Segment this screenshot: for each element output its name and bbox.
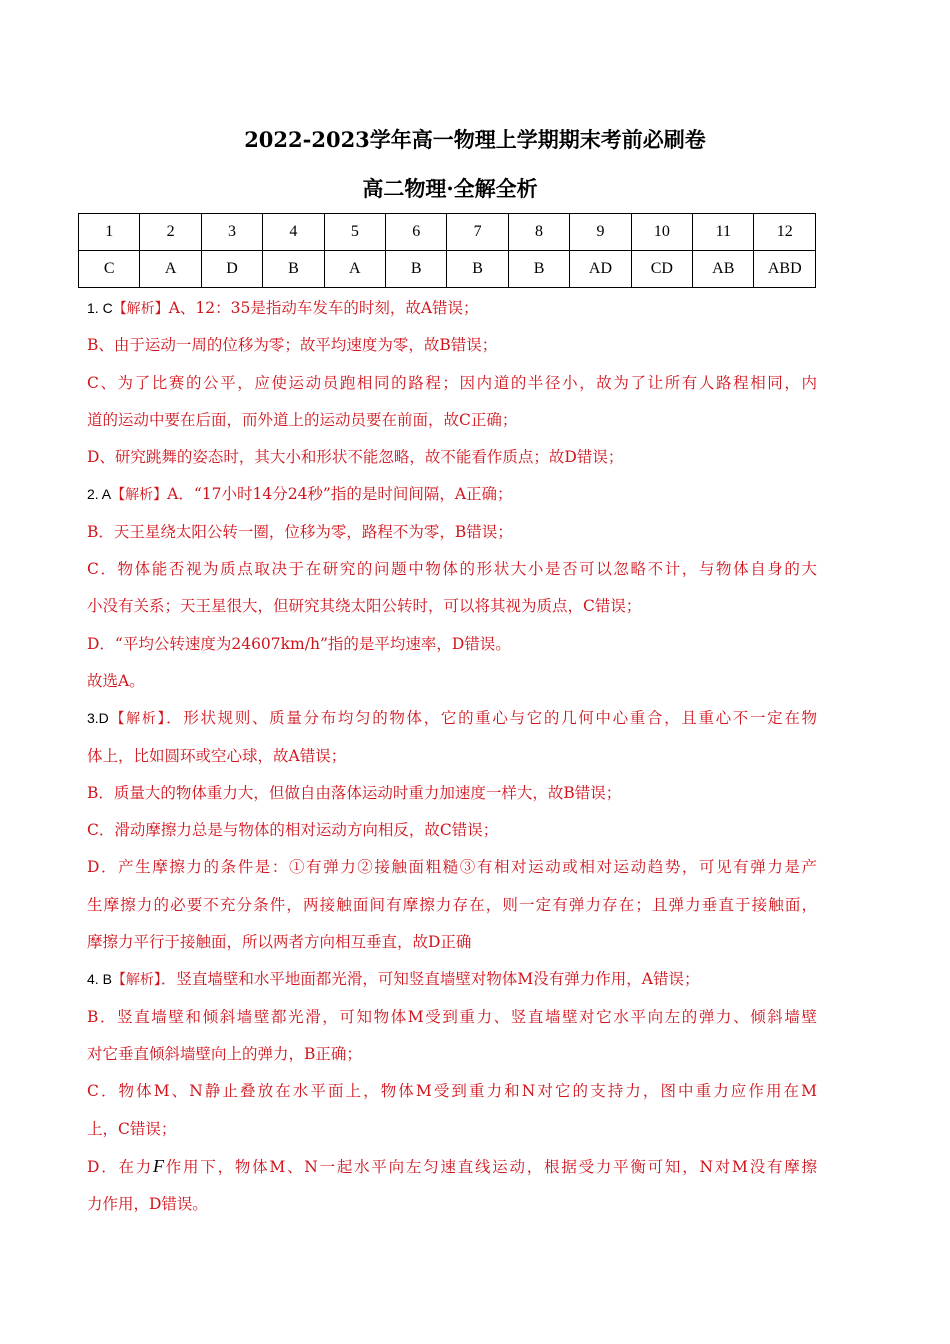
question-number-cell: 8 bbox=[508, 214, 569, 251]
q2-number: 2. A bbox=[87, 486, 112, 503]
q4-option-a: ．竖直墙壁和水平地面都光滑，可知竖直墙壁对物体M没有弹力作用，A错误； bbox=[160, 970, 700, 989]
question-number-cell: 9 bbox=[570, 214, 631, 251]
answer-table-number-row bbox=[79, 214, 816, 251]
answer-table bbox=[78, 213, 816, 288]
document-title: 2022-2023学年高一物理上学期期末考前必刷卷 bbox=[244, 127, 706, 152]
q3-option-d-line2: 生摩擦力的必要不充分条件，两接触面间有摩擦力存在，则一定有弹力存在；且弹力垂直于接触面， bbox=[87, 895, 817, 914]
q1-option-a: A、12：35是指动车发车的时刻，故A错误； bbox=[168, 299, 479, 317]
q4-tag: 【解析】 bbox=[111, 971, 161, 988]
q4-option-d-rest: 作用下，物体M、N一起水平向左匀速直线运动，根据受力平衡可知，N对M没有摩擦 bbox=[164, 1157, 817, 1176]
question-number-cell: 3 bbox=[201, 214, 262, 251]
q4-option-d-prefix: D．在力 bbox=[87, 1157, 153, 1176]
q3-option-a-line2: 体上，比如圆环或空心球，故A错误； bbox=[87, 746, 347, 765]
q4-option-b-line2: 对它垂直倾斜墙壁向上的弹力，B正确； bbox=[87, 1044, 362, 1063]
q1-option-b: B、由于运动一周的位移为零；故平均速度为零，故B错误； bbox=[87, 336, 498, 355]
q3-option-d-line3: 摩擦力平行于接触面，所以两者方向相互垂直，故D正确 bbox=[87, 933, 472, 952]
q3-option-a-line1: ．形状规则、质量分布均匀的物体，它的重心与它的几何中心重合，且重心不一定在物 bbox=[166, 709, 817, 728]
answer-cell: B bbox=[508, 251, 569, 288]
q4-option-d-line2: 力作用，D错误。 bbox=[87, 1195, 208, 1214]
q1-tag: 【解析】 bbox=[112, 300, 169, 316]
q4-line-a bbox=[87, 961, 817, 998]
question-number-cell: 7 bbox=[447, 214, 508, 251]
q4-option-b-line1: B．竖直墙壁和倾斜墙壁都光滑，可知物体M受到重力、竖直墙壁对它水平向左的弹力、倾斜墙壁 bbox=[87, 1007, 817, 1026]
answer-cell: CD bbox=[631, 251, 692, 288]
q1-option-d: D、研究跳舞的姿态时，其大小和形状不能忽略，故不能看作质点；故D错误； bbox=[87, 448, 624, 467]
q1-option-c-line1: C、为了比赛的公平，应使运动员跑相同的路程；因内道的半径小，故为了让所有人路程相同，内 bbox=[87, 373, 817, 392]
question-number-cell: 12 bbox=[754, 214, 816, 251]
answer-cell: B bbox=[263, 251, 324, 288]
q3-option-d-line1: D．产生摩擦力的条件是：①有弹力②接触面粗糙③有相对运动或相对运动趋势，可见有弹力是产 bbox=[87, 858, 817, 877]
solutions-body bbox=[87, 290, 817, 1223]
q4-option-c-line2: 上，C错误； bbox=[87, 1119, 177, 1138]
force-symbol: F bbox=[153, 1155, 164, 1176]
q3-option-b: B．质量大的物体重力大，但做自由落体运动时重力加速度一样大，故B错误； bbox=[87, 783, 622, 802]
answer-cell: AD bbox=[570, 251, 631, 288]
question-number-cell: 11 bbox=[693, 214, 754, 251]
answer-table-answer-row bbox=[79, 251, 816, 288]
q3-number: 3.D bbox=[87, 710, 109, 727]
document-subtitle: 高二物理·全解全析 bbox=[362, 176, 538, 201]
q4-number: 4. B bbox=[87, 971, 112, 988]
question-number-cell: 10 bbox=[631, 214, 692, 251]
q1-line-a bbox=[87, 290, 817, 327]
q2-option-b: B．天王星绕太阳公转一圈，位移为零，路程不为零，B错误； bbox=[87, 522, 513, 541]
q3-line-a1 bbox=[87, 700, 817, 737]
answer-cell: A bbox=[140, 251, 201, 288]
answer-cell: ABD bbox=[754, 251, 816, 288]
q3-option-c: C．滑动摩擦力总是与物体的相对运动方向相反，故C错误； bbox=[87, 821, 499, 840]
question-number-cell: 1 bbox=[79, 214, 140, 251]
q2-conclusion: 故选A。 bbox=[87, 671, 145, 690]
question-number-cell: 2 bbox=[140, 214, 201, 251]
q2-option-c-line1: C．物体能否视为质点取决于在研究的问题中物体的形状大小是否可以忽略不计，与物体自身的大 bbox=[87, 560, 817, 579]
q1-number: 1. C bbox=[87, 300, 113, 316]
answer-cell: B bbox=[386, 251, 447, 288]
question-number-cell: 4 bbox=[263, 214, 324, 251]
q4-option-d-line1 bbox=[87, 1148, 817, 1186]
answer-cell: D bbox=[201, 251, 262, 288]
q2-option-a: A．“17小时14分24秒”指的是时间间隔，A正确； bbox=[167, 485, 513, 504]
q1-option-c-line2: 道的运动中要在后面，而外道上的运动员要在前面，故C正确； bbox=[87, 410, 518, 429]
q2-option-c-line2: 小没有关系；天王星很大，但研究其绕太阳公转时，可以将其视为质点，C错误； bbox=[87, 597, 642, 616]
answer-cell: B bbox=[447, 251, 508, 288]
q4-option-c-line1: C．物体M、N静止叠放在水平面上，物体M受到重力和N对它的支持力，图中重力应作用在M bbox=[87, 1082, 817, 1101]
answer-cell: C bbox=[79, 251, 140, 288]
answer-cell: A bbox=[324, 251, 385, 288]
answer-cell: AB bbox=[693, 251, 754, 288]
question-number-cell: 6 bbox=[386, 214, 447, 251]
q2-line-a bbox=[87, 476, 817, 513]
q2-option-d: D．“平均公转速度为24607km/h”指的是平均速率，D错误。 bbox=[87, 634, 511, 653]
q2-tag: 【解析】 bbox=[111, 486, 168, 503]
q3-tag: 【解析】 bbox=[108, 710, 167, 727]
question-number-cell: 5 bbox=[324, 214, 385, 251]
